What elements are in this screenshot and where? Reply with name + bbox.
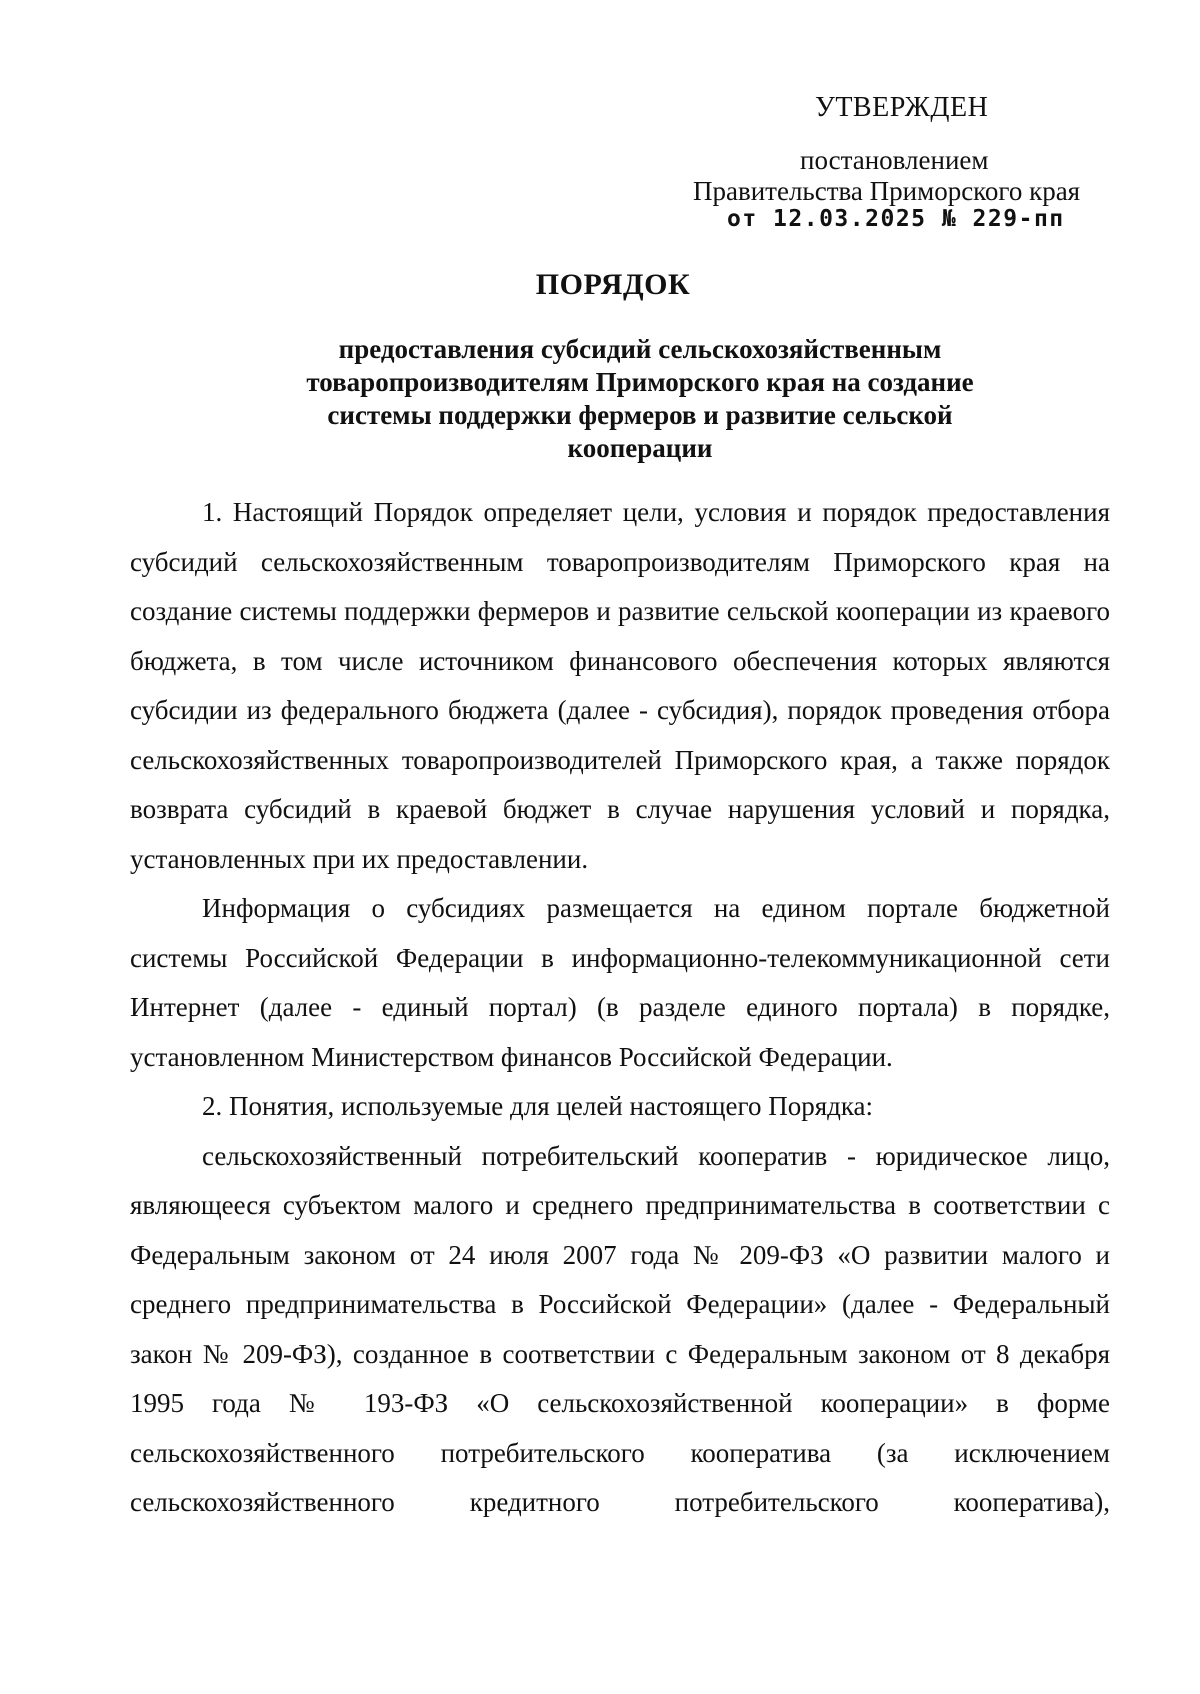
document-body bbox=[130, 488, 1110, 1528]
paragraph-4: сельскохозяйственный потребительский кооператив - юридическое лицо, являющееся субъектом малого и среднего предпринимательства в соответствии с Федеральным законом от 24 июля 2007 года № 209-ФЗ «О развитии малого и среднего предпринимательства в Российской Федерации» (далее - Федеральный закон № 209-ФЗ), созданное в соответствии с Федеральным законом от 8 декабря 1995 года № 193-ФЗ «О сельскохозяйственной кооперации» в форме сельскохозяйственного потребительского кооператива (за исключением сельскохозяйственного кредитного потребительского кооператива), bbox=[130, 1140, 1110, 1517]
approval-resolution-label: постановлением bbox=[800, 145, 989, 175]
document-subtitle: предоставления субсидий сельскохозяйственным товаропроизводителям Приморского края на создание системы поддержки фермеров и развитие сельской кооперации bbox=[306, 334, 974, 463]
approval-date-number-stamp: от 12.03.2025 № 229-пп bbox=[727, 206, 1065, 232]
paragraph-3: 2. Понятия, используемые для целей настоящего Порядка: bbox=[202, 1091, 874, 1121]
paragraph-1: 1. Настоящий Порядок определяет цели, условия и порядок предоставления субсидий сельскохозяйственным товаропроизводителям Приморского края на создание системы поддержки фермеров и развитие сельской кооперации из краевого бюджета, в том числе источником финансового обеспечения которых являются субсидии из федерального бюджета (далее - субсидия), порядок проведения отбора сельскохозяйственных товаропроизводителей Приморского края, а также порядок возврата субсидий в краевой бюджет в случае нарушения условий и порядка, установленных при их предоставлении. bbox=[130, 497, 1110, 874]
approval-authority: Правительства Приморского края bbox=[693, 176, 1081, 206]
approved-label: УТВЕРЖДЕН bbox=[815, 92, 989, 123]
paragraph-2: Информация о субсидиях размещается на едином портале бюджетной системы Российской Федерации в информационно-телекоммуникационной сети Интернет (далее - единый портал) (в разделе единого портала) в порядке, установленном Министерством финансов Российской Федерации. bbox=[130, 893, 1110, 1072]
document-title: ПОРЯДОК bbox=[535, 268, 691, 301]
